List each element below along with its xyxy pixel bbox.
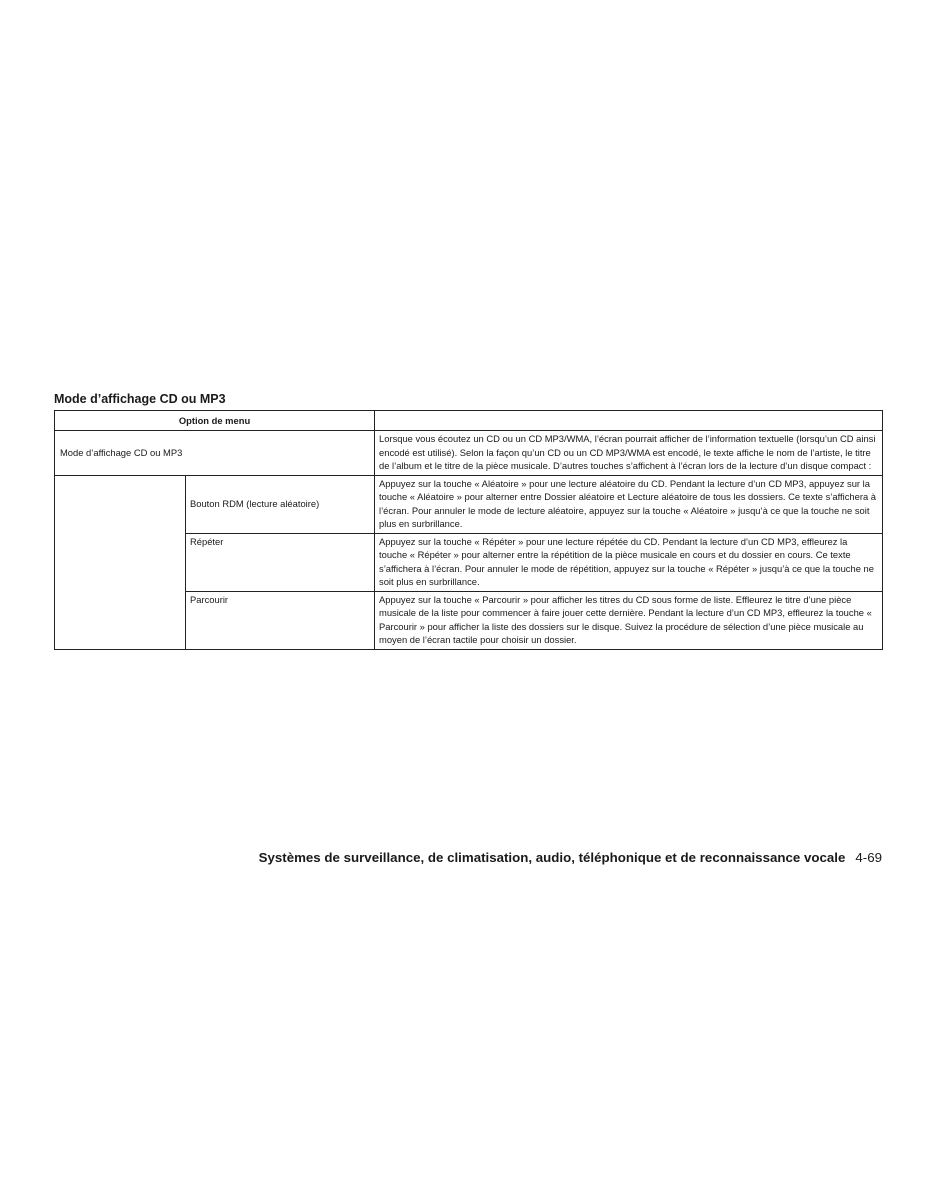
description-cell: Appuyez sur la touche « Aléatoire » pour une lecture aléatoire du CD. Pendant la lecture d’un CD MP3, appuyez sur la touche « Aléatoire » pour alterner entre Dossier aléatoire et Lecture aléatoire de tous les dossiers. Ce texte s’affichera à l’écran. Pour annuler le mode de lecture aléatoire, appuyez sur la touche « Aléatoire » jusqu’à ce que la touche ne soit plus en surbrillance. — [375, 475, 883, 533]
option-cell: Parcourir — [186, 591, 375, 649]
header-description — [375, 411, 883, 431]
page-number: 4-69 — [855, 850, 882, 865]
section-title: Mode d’affichage CD ou MP3 — [54, 392, 226, 406]
group-indent-cell — [55, 475, 186, 649]
table-row — [55, 431, 883, 476]
header-option: Option de menu — [55, 411, 375, 431]
page-footer — [259, 849, 882, 867]
option-cell: Répéter — [186, 533, 375, 591]
description-cell: Appuyez sur la touche « Parcourir » pour afficher les titres du CD sous forme de liste. Effleurez le titre d’une pièce musicale de la liste pour commencer à faire jouer cette dernière. Pendant la lecture d’un CD MP3, effleurez la touche « Parcourir » pour afficher la liste des dossiers sur le disque. Suivez la procédure de sélection d’une pièce musicale au moyen de l’écran tactile pour choisir un dossier. — [375, 591, 883, 649]
option-cell: Bouton RDM (lecture aléatoire) — [186, 475, 375, 533]
menu-options-table — [54, 410, 883, 650]
table-row — [55, 475, 883, 533]
description-cell: Appuyez sur la touche « Répéter » pour une lecture répétée du CD. Pendant la lecture d’un CD MP3, effleurez la touche « Répéter » pour alterner entre la répétition de la pièce musicale en cours et du dossier en cours. Ce texte s’affichera à l’écran. Pour annuler le mode de répétition, appuyez sur la touche « Répéter » jusqu’à ce que la touche ne soit plus en surbrillance. — [375, 533, 883, 591]
option-cell: Mode d’affichage CD ou MP3 — [55, 431, 375, 476]
description-cell: Lorsque vous écoutez un CD ou un CD MP3/WMA, l’écran pourrait afficher de l’information textuelle (lorsqu’un CD ainsi encodé est utilisé). Selon la façon qu’un CD ou un CD MP3/WMA est encodé, le texte affiche le nom de l’artiste, le titre de l’album et le titre de la pièce musicale. D’autres touches s’affichent à l’écran lors de la lecture d’un disque compact : — [375, 431, 883, 476]
chapter-title: Systèmes de surveillance, de climatisation, audio, téléphonique et de reconnaissance vocale — [258, 850, 846, 865]
table-header-row — [55, 411, 883, 431]
